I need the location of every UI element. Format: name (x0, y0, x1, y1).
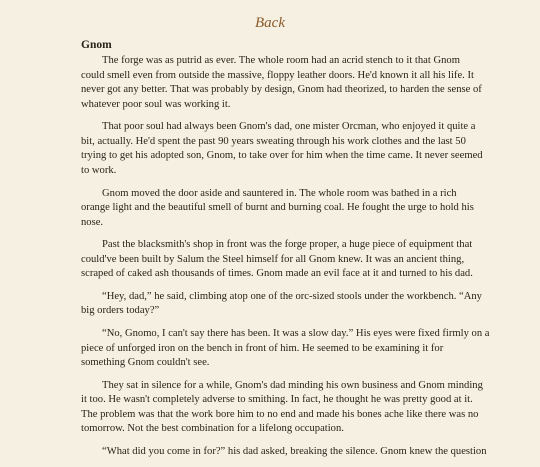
paragraph-line: it too. He wasn't completely adverse to smithing. In fact, he thought he was pretty good at it. (81, 394, 473, 406)
story-paragraph (81, 379, 483, 437)
paragraph-line: could've been built by Salum the Steel himself for all Gnom knew. It was an ancient thing, (81, 253, 465, 265)
paragraph-line: nose. (81, 216, 104, 228)
story-body (81, 54, 490, 459)
paragraph-line: could smell even from outside the massive, floppy leather doors. He'd known it all his life. It (81, 69, 474, 81)
paragraph-line: whatever poor soul was working it. (81, 98, 231, 110)
story-paragraph (81, 120, 483, 178)
story-paragraph (81, 238, 473, 282)
story-paragraph (81, 290, 482, 319)
paragraph-line: orange light and the beautiful smell of burnt and burning coal. He fought the urge to hold his (81, 202, 474, 214)
paragraph-line: They sat in silence for a while, Gnom's dad minding his own business and Gnom minding (102, 379, 483, 391)
paragraph-line: to work. (81, 165, 117, 177)
back-link[interactable]: Back (255, 15, 285, 31)
paragraph-line: tomorrow. Not the best combination for a lifelong occupation. (81, 423, 344, 435)
paragraph-line: “No, Gnomo, I can't say there has been. It was a slow day.” His eyes were fixed firmly on a (102, 327, 490, 339)
paragraph-line: never got any better. That was probably by design, Gnom had theorized, to harden the sense of (81, 84, 482, 96)
story-paragraph (81, 327, 490, 371)
story-paragraph (81, 54, 482, 112)
paragraph-line: bit, actually. He'd spent the past 90 years sweating through his work clothes and the last 50 (81, 135, 466, 147)
story-paragraph (81, 445, 487, 460)
paragraph-line: something Gnom couldn't see. (81, 357, 210, 369)
paragraph-line: scraped of caked ash thousands of times. Gnom made an evil face at it and turned to his dad. (81, 268, 473, 280)
story-paragraph (81, 187, 474, 231)
paragraph-line: The problem was that the work bore him to no end and made his bones ache like there was no (81, 408, 479, 420)
paragraph-line: “What did you come in for?” his dad asked, breaking the silence. Gnom knew the question (102, 445, 487, 457)
paragraph-line: Past the blacksmith's shop in front was the forge proper, a huge piece of equipment that (102, 239, 473, 251)
paragraph-line: Gnom moved the door aside and sauntered in. The whole room was bathed in a rich (102, 187, 457, 199)
paragraph-line: big orders today?” (81, 305, 160, 317)
story-title: Gnom (81, 39, 112, 51)
paragraph-line: The forge was as putrid as ever. The whole room had an acrid stench to it that Gnom (102, 55, 460, 66)
paragraph-line: That poor soul had always been Gnom's dad, one mister Orcman, who enjoyed it quite a (102, 121, 476, 133)
story-content (81, 38, 490, 467)
paragraph-line: piece of unforged iron on the bench in front of him. He seemed to be examining it for (81, 342, 444, 354)
paragraph-line: trying to get his adopted son, Gnom, to take over for him when the time came. It never seemed (81, 150, 483, 162)
paragraph-line: “Hey, dad,” he said, climbing atop one of the orc-sized stools under the workbench. “Any (102, 290, 482, 302)
